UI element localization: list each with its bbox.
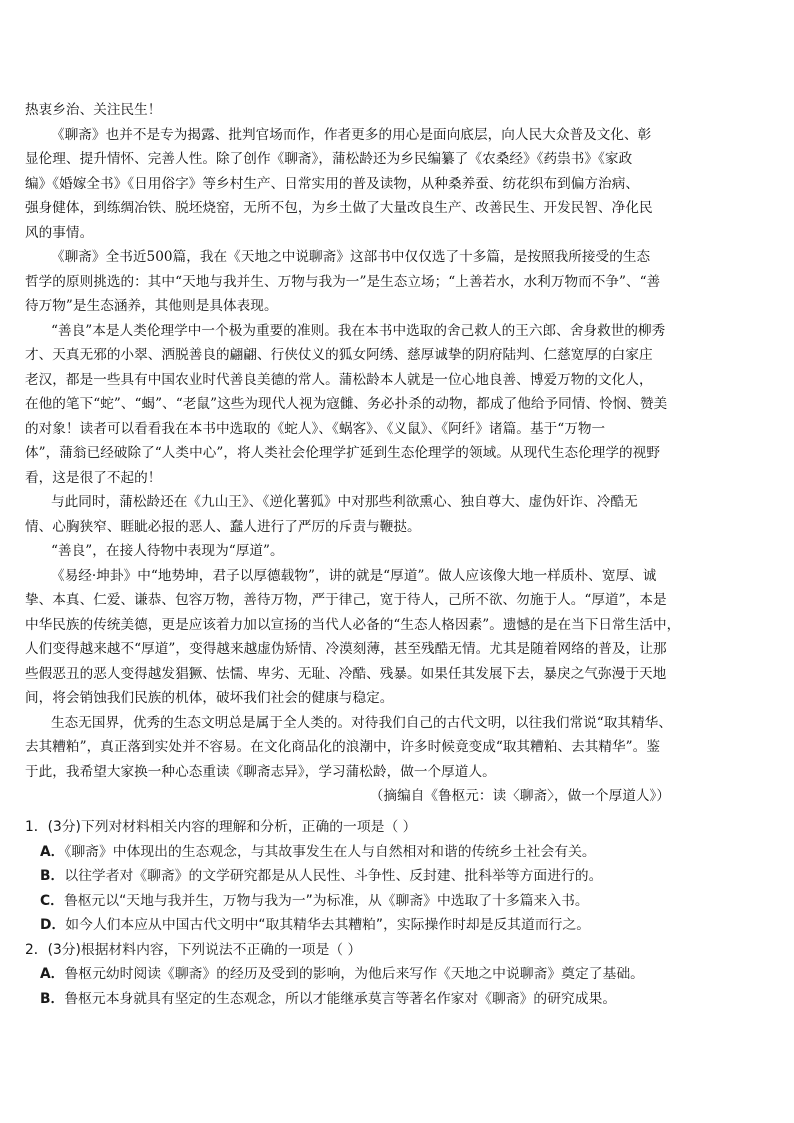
passage-line: 《易经·坤卦》中“地势坤，君子以厚德载物”，讲的就是“厚道”。做人应该像大地一样质朴、宽厚、诚 xyxy=(51,567,657,584)
passage-line: 老汉，都是一些具有中国农业时代善良美德的常人。蒲松龄本人就是一位心地良善、博爱万物的文化人， xyxy=(25,371,653,388)
passage-line: 待万物”是生态涵养，其他则是具体表现。 xyxy=(25,298,278,314)
passage-line: “善良”本是人类伦理学中一个极为重要的准则。我在本书中选取的舍己救人的王六郎、舍身救世的柳秀 xyxy=(51,322,666,339)
question-1-option-d[interactable] xyxy=(25,913,685,938)
passage-line: 情、心胸狭窄、睚眦必报的恶人、蠢人进行了严厉的斥责与鞭挞。 xyxy=(25,518,421,535)
option-letter: C． xyxy=(40,892,64,909)
passage-line: 看，这是很了不起的！ xyxy=(25,469,162,486)
passage-line: “善良”，在接人待物中表现为“厚道”。 xyxy=(51,543,284,559)
question-1-option-c[interactable] xyxy=(25,889,685,914)
question-stem-text: (3分)根据材料内容，下列说法不正确的一项是（ ） xyxy=(47,941,362,958)
passage-source: （摘编自《鲁枢元：读〈聊斋〉，做一个厚道人》） xyxy=(369,788,670,804)
question-section xyxy=(25,815,685,1011)
option-text: 如今人们本应从中国古代文明中“取其精华去其糟粕”，实际操作时却是反其道而行之。 xyxy=(65,917,591,933)
option-text: 《聊斋》中体现出的生态观念，与其故事发生在人与自然相对和谐的传统乡土社会有关。 xyxy=(64,843,596,860)
passage-line: 强身健体，到练绸冶铁、脱坯烧窑，无所不包，为乡土做了大量改良生产、改善民生、开发民智、净化民 xyxy=(25,200,653,216)
passage-line: 《聊斋》也并不是专为揭露、批判官场而作，作者更多的用心是面向底层，向人民大众普及文化、彰 xyxy=(51,126,652,143)
passage-line: 中华民族的传统美德，更是应该着力加以宣扬的当代人必备的“生态人格因素”。遗憾的是在当下日常生活中， xyxy=(25,616,681,633)
option-text: 以往学者对《聊斋》的文学研究都是从人民性、斗争性、反封建、批科举等方面进行的。 xyxy=(64,868,603,884)
option-text: 鲁枢元以“天地与我并生，万物与我为一”为标准，从《聊斋》中选取了十多篇来入书。 xyxy=(63,892,589,909)
question-2-option-a[interactable] xyxy=(25,962,685,987)
passage-line: 风的事情。 xyxy=(25,224,94,241)
question-1-option-b[interactable] xyxy=(25,864,685,889)
option-text: 鲁枢元本身就具有坚定的生态观念，所以才能继承莫言等著名作家对《聊斋》的研究成果。 xyxy=(64,990,617,1007)
passage-line: 人们变得越来越不“厚道”，变得越来越虚伪矫情、冷漠刻薄，甚至残酷无情。尤其是随着网络的普及，让那 xyxy=(25,641,667,657)
question-number: 1． xyxy=(25,819,48,835)
option-letter: D． xyxy=(40,917,66,933)
passage-line: 热衷乡治、关注民生！ xyxy=(25,102,162,118)
option-letter: B． xyxy=(40,868,65,884)
passage-line: 体”，蒲翁已经破除了“人类中心”，将人类社会伦理学扩延到生态伦理学的领域。从现代生态伦理学的视野 xyxy=(25,445,660,461)
passage-line: 才、天真无邪的小翠、洒脱善良的翩翩、行侠仗义的狐女阿绣、慈厚诚挚的阴府陆判、仁慈宽厚的白家庄 xyxy=(25,347,653,363)
passage-line: 间，将会销蚀我们民族的机体，破坏我们社会的健康与稳定。 xyxy=(25,690,394,706)
question-2-option-b[interactable] xyxy=(25,987,685,1012)
passage-line: 生态无国界，优秀的生态文明总是属于全人类的。对待我们自己的古代文明，以往我们常说“取其精华、 xyxy=(51,714,672,731)
option-letter: A． xyxy=(40,843,65,860)
passage-line: 于此，我希望大家换一种心态重读《聊斋志异》，学习蒲松龄，做一个厚道人。 xyxy=(25,763,496,780)
passage-line: 哲学的原则挑选的：其中“天地与我并生、万物与我为一”是生态立场；“上善若水，水利万物而不争”、“善 xyxy=(25,273,661,290)
passage-line: 编》《婚嫁全书》《日用俗字》等乡村生产、日常实用的普及读物，从种桑养蚕、纺花织布到偏方治病、 xyxy=(25,175,640,192)
question-stem-text: (3分)下列对材料相关内容的理解和分析，正确的一项是（ ） xyxy=(47,819,417,835)
option-letter: B． xyxy=(40,990,65,1007)
option-letter: A． xyxy=(40,966,65,982)
question-number: 2． xyxy=(25,941,48,958)
question-1-option-a[interactable] xyxy=(25,840,685,865)
passage-line: 挚、本真、仁爱、谦恭、包容万物，善待万物，严于律己，宽于待人，己所不欲、勿施于人。“厚道”，本是 xyxy=(25,592,667,608)
question-2-stem xyxy=(25,938,685,963)
option-text: 鲁枢元幼时阅读《聊斋》的经历及受到的影响，为他后来写作《天地之中说聊斋》奠定了基础。 xyxy=(64,966,644,982)
passage-line: 去其糟粕”，真正落到实处并不容易。在文化商品化的浪潮中，许多时候竟变成“取其糟粕、去其精华”。鉴 xyxy=(25,739,660,755)
passage-line: 《聊斋》全书近500篇，我在《天地之中说聊斋》这部书中仅仅选了十多篇，是按照我所接受的生态 xyxy=(51,249,651,265)
passage-line: 的对象！读者可以看看我在本书中选取的《蛇人》、《蜗客》、《义鼠》、《阿纤》诸篇。基于“万物一 xyxy=(25,420,606,437)
passage-line: 显伦理、提升情怀、完善人性。除了创作《聊斋》，蒲松龄还为乡民编纂了《农桑经》《药祟书》《家政 xyxy=(25,151,633,167)
reading-passage xyxy=(25,98,681,809)
passage-line: 在他的笔下“蛇”、“蝎”、“老鼠”这些为现代人视为寇雠、务必扑杀的动物，都成了他给予同情、怜悯、赞美 xyxy=(25,396,668,412)
passage-line: 与此同时，蒲松龄还在《九山王》、《逆化薯狐》中对那些利欲熏心、独自尊大、虚伪奸诈、冷酷无 xyxy=(51,494,638,510)
question-1-stem xyxy=(25,815,685,840)
passage-line: 些假恶丑的恶人变得越发猖獗、怯懦、卑劣、无耻、冷酷、残暴。如果任其发展下去，暴戾之气弥漫于天地 xyxy=(25,665,667,682)
